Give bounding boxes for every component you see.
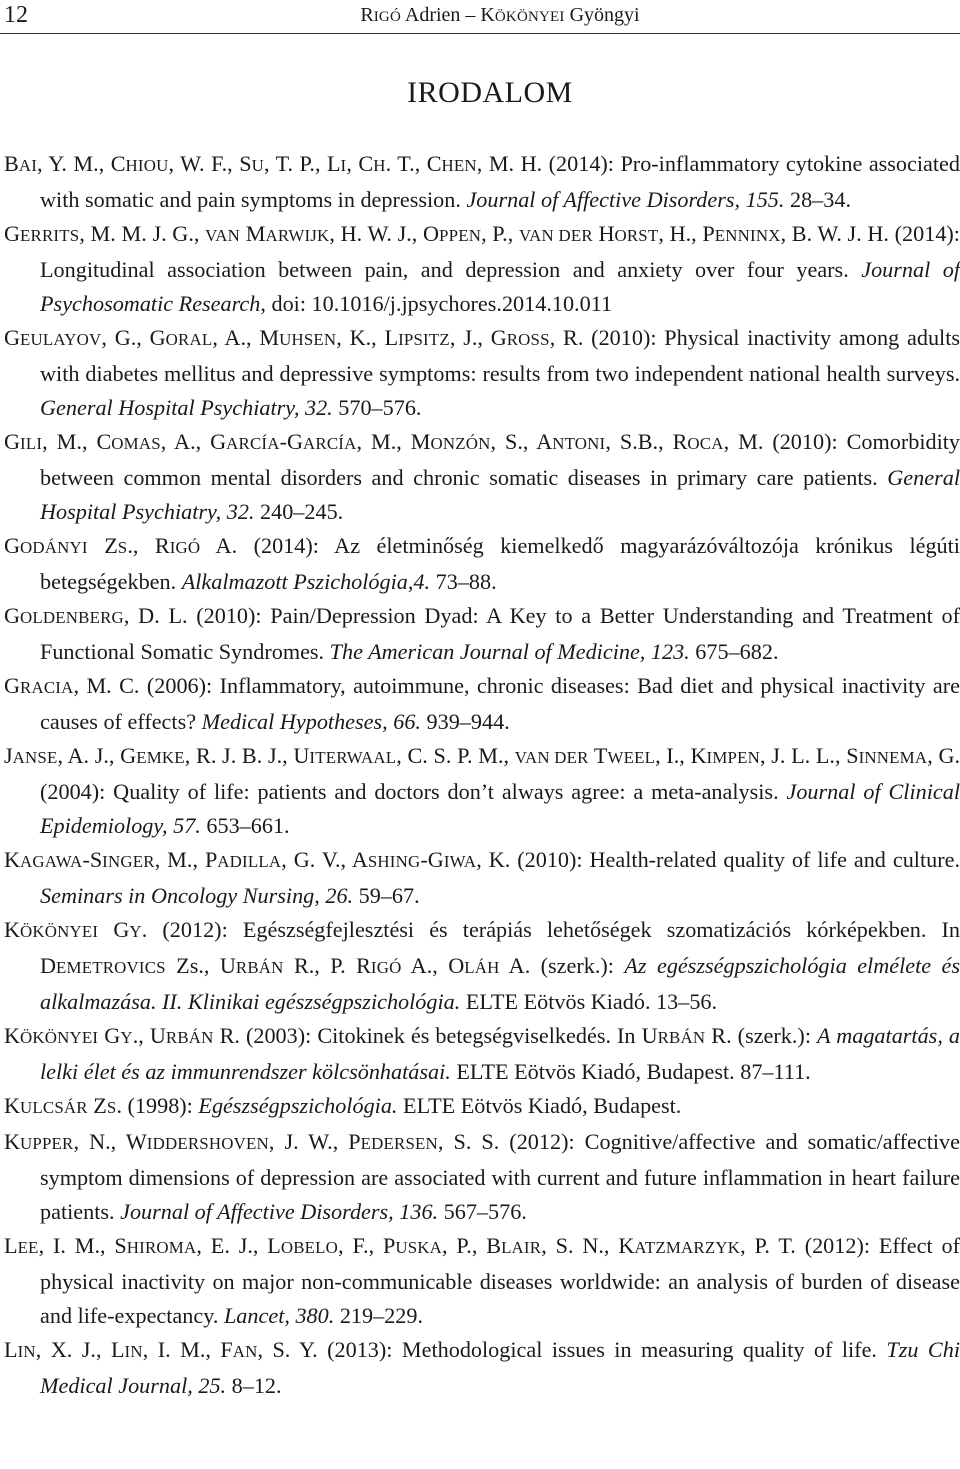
author-smallcaps: VAN DER — [514, 748, 589, 767]
reference-text: , C — [346, 151, 374, 176]
author-smallcaps: ERRITS — [20, 226, 80, 245]
author-smallcaps: EMKE — [136, 748, 185, 767]
author-smallcaps: ÖKÖNYEI — [20, 1028, 99, 1047]
reference-text: ., R — [127, 533, 170, 558]
reference-text: 570–576. — [332, 395, 422, 420]
reference-text: , S. Y. (2013): Methodological issues in measuring quality of life. — [257, 1337, 887, 1362]
reference-entry — [4, 739, 960, 843]
author-smallcaps: AGAWA — [20, 852, 83, 871]
reference-source: Medical Hypotheses, 66. — [201, 709, 421, 734]
author-smallcaps: Y — [129, 922, 142, 941]
author-smallcaps: ILI — [20, 434, 43, 453]
reference-entry — [4, 1333, 960, 1403]
reference-text: L — [4, 1233, 18, 1258]
reference-text: , M., C — [42, 429, 112, 454]
reference-text: R. (szerk.): — [705, 1023, 818, 1048]
reference-text: , F., P — [338, 1233, 396, 1258]
author-smallcaps: IGÓ — [169, 538, 201, 557]
author-smallcaps: LAIR — [501, 1238, 542, 1257]
author-smallcaps: IWA — [443, 852, 477, 871]
reference-entry — [4, 669, 960, 739]
running-title-segment: R — [360, 4, 374, 26]
reference-text: ELTE Eötvös Kiadó, Budapest. — [397, 1093, 682, 1118]
reference-source: Journal of Affective Disorders, 155. — [466, 187, 785, 212]
reference-text: , G., G — [101, 325, 166, 350]
reference-text: , M. M. J. G., — [79, 221, 206, 246]
reference-text: , W. F., S — [168, 151, 252, 176]
author-smallcaps: ATZMARZYK — [634, 1238, 741, 1257]
reference-text: , T. P., L — [263, 151, 341, 176]
author-smallcaps: U — [251, 156, 264, 175]
author-smallcaps: ARCÍA — [303, 434, 357, 453]
author-smallcaps: S — [106, 1098, 117, 1117]
reference-text: 8–12. — [226, 1373, 282, 1398]
reference-text: 59–67. — [353, 883, 420, 908]
reference-text: 73–88. — [430, 569, 497, 594]
reference-text: J — [4, 743, 13, 768]
reference-text: , M. H. (2014): Pro-inflammatory cytokine associated with somatic and pain symptoms in depression. — [40, 151, 960, 212]
reference-text: Zs., U — [165, 953, 236, 978]
reference-entry — [4, 1125, 960, 1229]
reference-entry — [4, 913, 960, 1019]
author-smallcaps: HIROMA — [126, 1238, 197, 1257]
author-smallcaps: IDDERSHOVEN — [146, 1134, 269, 1153]
reference-text: , S.B., R — [605, 429, 688, 454]
reference-entry — [4, 147, 960, 217]
reference-text: , Y. M., C — [37, 151, 126, 176]
author-smallcaps: EDERSEN — [360, 1134, 438, 1153]
reference-text: , P., B — [442, 1233, 502, 1258]
reference-text: , S. N., K — [541, 1233, 635, 1258]
author-smallcaps: RBÁN — [657, 1028, 706, 1047]
reference-text: , G. (2004): Quality of life: patients and doctors don’t always agree: a meta-analysis. — [40, 743, 960, 804]
reference-source: Seminars in Oncology Nursing, 26. — [40, 883, 354, 908]
page-number: 12 — [4, 2, 28, 28]
author-smallcaps: ROSS — [506, 330, 550, 349]
reference-text: K — [4, 1129, 21, 1154]
reference-text: , M. (2010): Comorbidity between common mental disorders and chronic somatic diseases in primary care patients. — [40, 429, 960, 490]
reference-text: 219–229. — [334, 1303, 424, 1328]
reference-text: G — [98, 917, 130, 942]
reference-text: 28–34. — [784, 187, 851, 212]
reference-text: R. (2003): Citokinek és betegségviselkedés. In U — [213, 1023, 658, 1048]
reference-text: -S — [82, 847, 103, 872]
author-smallcaps: VAN DER — [518, 226, 593, 245]
reference-entry — [4, 1089, 960, 1125]
reference-text: G — [4, 325, 21, 350]
author-smallcaps: AN — [232, 1342, 258, 1361]
reference-text: , P. T. (2012): Effect of physical inactivity on major non-communicable diseases worldwide: an analysis of burden of disease and life-expectancy. — [40, 1233, 960, 1328]
author-smallcaps: IN — [124, 1342, 143, 1361]
reference-text: A. (szerk.): — [499, 953, 625, 978]
author-smallcaps: Y — [120, 1028, 133, 1047]
running-title-segment: Adrien – K — [400, 4, 495, 26]
reference-text: , C. S. P. M., — [396, 743, 515, 768]
author-smallcaps: NTONI — [552, 434, 606, 453]
reference-text: Z — [87, 533, 118, 558]
author-smallcaps: EE — [17, 1238, 39, 1257]
author-smallcaps: I — [340, 156, 347, 175]
author-smallcaps: PPEN — [439, 226, 482, 245]
running-title — [0, 3, 960, 29]
reference-text: A., O — [401, 953, 465, 978]
author-smallcaps: ÖKÖNYEI — [20, 922, 99, 941]
reference-text: 240–245. — [254, 499, 344, 524]
reference-text: 939–944. — [420, 709, 510, 734]
reference-text: , M., M — [356, 429, 431, 454]
reference-source: Alkalmazott Pszichológia,4. — [181, 569, 431, 594]
reference-text: , I. M., S — [38, 1233, 127, 1258]
reference-text: G — [4, 533, 21, 558]
reference-text: K — [4, 1023, 21, 1048]
reference-text: G — [4, 603, 21, 628]
reference-text: G — [4, 429, 21, 454]
author-smallcaps: ARCÍA — [226, 434, 280, 453]
reference-source: Lancet, 380. — [223, 1303, 335, 1328]
reference-list — [4, 147, 960, 1403]
author-smallcaps: RBÁN — [235, 958, 284, 977]
author-smallcaps: LÁH — [464, 958, 500, 977]
reference-text: K — [4, 917, 21, 942]
author-smallcaps: ANSE — [12, 748, 58, 767]
reference-text: , G. V., A — [281, 847, 368, 872]
author-smallcaps: SHING — [367, 852, 421, 871]
reference-entry — [4, 425, 960, 529]
author-smallcaps: ARWIJK — [265, 226, 330, 245]
author-smallcaps: UPPER — [20, 1134, 74, 1153]
author-smallcaps: INGER — [102, 852, 155, 871]
author-smallcaps: IMPEN — [706, 748, 760, 767]
reference-text: . (1998): — [116, 1093, 199, 1118]
reference-text: T — [588, 743, 608, 768]
reference-text: , H., P — [658, 221, 715, 246]
reference-text: , A. J., G — [57, 743, 137, 768]
author-smallcaps: RBÁN — [165, 1028, 214, 1047]
reference-source: A magatartás, a lelki élet és az immunrendszer kölcsönhatásai. — [40, 1023, 960, 1084]
reference-text: , E. J., L — [196, 1233, 281, 1258]
reference-source: General Hospital Psychiatry, 32. — [40, 395, 333, 420]
author-smallcaps: IN — [17, 1342, 36, 1361]
author-smallcaps: ITERWAAL — [309, 748, 397, 767]
reference-text: . T., C — [385, 151, 442, 176]
author-smallcaps: ONZÓN — [430, 434, 491, 453]
author-smallcaps: ENNINX — [714, 226, 781, 245]
reference-text: -G — [279, 429, 304, 454]
reference-source: General Hospital Psychiatry, 32. — [40, 465, 960, 524]
author-smallcaps: AI — [18, 156, 38, 175]
author-smallcaps: OBELO — [280, 1238, 339, 1257]
author-smallcaps: H — [373, 156, 386, 175]
author-smallcaps: OLDENBERG — [20, 608, 124, 627]
reference-source: Az egészségpszichológia elmélete és alkalmazása. II. Klinikai egészségpszichológia. — [40, 953, 960, 1014]
reference-text: , H. W. J., O — [329, 221, 440, 246]
author-smallcaps: S — [117, 538, 128, 557]
reference-text: H — [592, 221, 615, 246]
reference-text: 653–661. — [200, 813, 290, 838]
reference-text: , R. J. B. J., U — [184, 743, 310, 768]
reference-text: , X. J., L — [35, 1337, 125, 1362]
author-smallcaps: IGÓ — [370, 958, 402, 977]
author-smallcaps: EMETROVICS — [56, 958, 166, 977]
author-smallcaps: UHSEN — [279, 330, 337, 349]
running-title-segment: ÖKÖNYEI — [494, 9, 565, 25]
author-smallcaps: OCA — [687, 434, 724, 453]
author-smallcaps: ODÁNYI — [20, 538, 88, 557]
reference-text: , S., A — [490, 429, 553, 454]
author-smallcaps: IPSITZ — [398, 330, 450, 349]
reference-text: , J. W., P — [268, 1129, 361, 1154]
reference-text: , J. L. L., S — [759, 743, 859, 768]
author-smallcaps: ORAL — [165, 330, 213, 349]
reference-source: The American Journal of Medicine, 123. — [329, 639, 690, 664]
reference-text: ELTE Eötvös Kiadó, Budapest. 87–111. — [450, 1059, 811, 1084]
reference-text: , A., G — [160, 429, 227, 454]
reference-text: , P., — [481, 221, 519, 246]
reference-entry — [4, 1019, 960, 1089]
reference-text: , J., G — [449, 325, 507, 350]
author-smallcaps: ULCSÁR — [20, 1098, 88, 1117]
reference-text: , N., W — [73, 1129, 147, 1154]
reference-text: A. (2014): Az életminőség kiemelkedő magyarázóváltozója krónikus légúti betegségekben. — [40, 533, 960, 594]
reference-text: , R. (2010): Physical inactivity among adults with diabetes mellitus and depressive symptoms: results from two independent national health surveys. — [40, 325, 960, 386]
author-smallcaps: RACIA — [20, 678, 74, 697]
reference-entry — [4, 599, 960, 669]
author-smallcaps: INNEMA — [858, 748, 928, 767]
author-smallcaps: ORST — [614, 226, 659, 245]
reference-text: , M., P — [154, 847, 218, 872]
reference-source: Journal of Affective Disorders, 136. — [120, 1199, 439, 1224]
reference-text: G — [4, 221, 21, 246]
reference-text: K — [4, 1093, 21, 1118]
author-smallcaps: USKA — [395, 1238, 443, 1257]
reference-text: R., P. R — [283, 953, 371, 978]
reference-text: M — [240, 221, 266, 246]
reference-entry — [4, 1229, 960, 1333]
reference-entry — [4, 843, 960, 913]
reference-text: , D. L. (2010): Pain/Depression Dyad: A Key to a Better Understanding and Treatment of Functional Somatic Syndromes. — [40, 603, 960, 664]
reference-text: -G — [420, 847, 444, 872]
reference-text: . (2012): Egészségfejlesztési és terápiás lehetőségek szomatizációs kórképekben. In D — [40, 917, 960, 978]
reference-text: K — [4, 847, 21, 872]
running-title-segment: Gyöngyi — [564, 4, 640, 26]
reference-text: ELTE Eötvös Kiadó. 13–56. — [460, 989, 718, 1014]
author-smallcaps: OMAS — [111, 434, 161, 453]
reference-text: , B. W. J. H. (2014): Longitudinal association between pain, and depression and anxiety over four years. — [40, 221, 960, 282]
author-smallcaps: VAN — [205, 226, 241, 245]
reference-text: G — [98, 1023, 121, 1048]
reference-text: , doi: 10.1016/j.jpsychores.2014.10.011 — [260, 291, 613, 316]
reference-entry — [4, 529, 960, 599]
reference-source: Journal of Psychosomatic Research — [40, 257, 960, 316]
reference-text: 567–576. — [438, 1199, 527, 1224]
reference-text: , A., M — [212, 325, 280, 350]
running-title-segment: IGÓ — [373, 9, 401, 25]
reference-entry — [4, 321, 960, 425]
author-smallcaps: WEEL — [607, 748, 656, 767]
reference-text: ., U — [132, 1023, 166, 1048]
reference-text: B — [4, 151, 19, 176]
reference-source: Tzu Chi Medical Journal, 25. — [40, 1337, 960, 1398]
reference-text: , K. (2010): Health-related quality of life and culture. — [476, 847, 960, 872]
reference-text: Z — [87, 1093, 107, 1118]
reference-entry — [4, 217, 960, 321]
reference-text: , K., L — [336, 325, 399, 350]
reference-source: Egészségpszichológia. — [198, 1093, 398, 1118]
reference-text: , M. C. (2006): Inflammatory, autoimmune, chronic diseases: Bad diet and physical inactivity are causes of effects? — [40, 673, 960, 734]
reference-source: Journal of Clinical Epidemiology, 57. — [40, 779, 960, 838]
author-smallcaps: HIOU — [125, 156, 169, 175]
reference-text: , I., K — [655, 743, 707, 768]
author-smallcaps: EULAYOV — [20, 330, 102, 349]
running-head — [0, 0, 960, 34]
reference-text: L — [4, 1337, 18, 1362]
author-smallcaps: ADILLA — [217, 852, 282, 871]
reference-text: G — [4, 673, 21, 698]
author-smallcaps: HEN — [441, 156, 477, 175]
section-title: IRODALOM — [407, 76, 573, 109]
reference-text: , S. S. (2012): Cognitive/affective and somatic/affective symptom dimensions of depression are associated with current and future inflammation in heart failure patients. — [40, 1129, 960, 1224]
reference-text: 675–682. — [689, 639, 779, 664]
reference-text: , I. M., F — [142, 1337, 233, 1362]
